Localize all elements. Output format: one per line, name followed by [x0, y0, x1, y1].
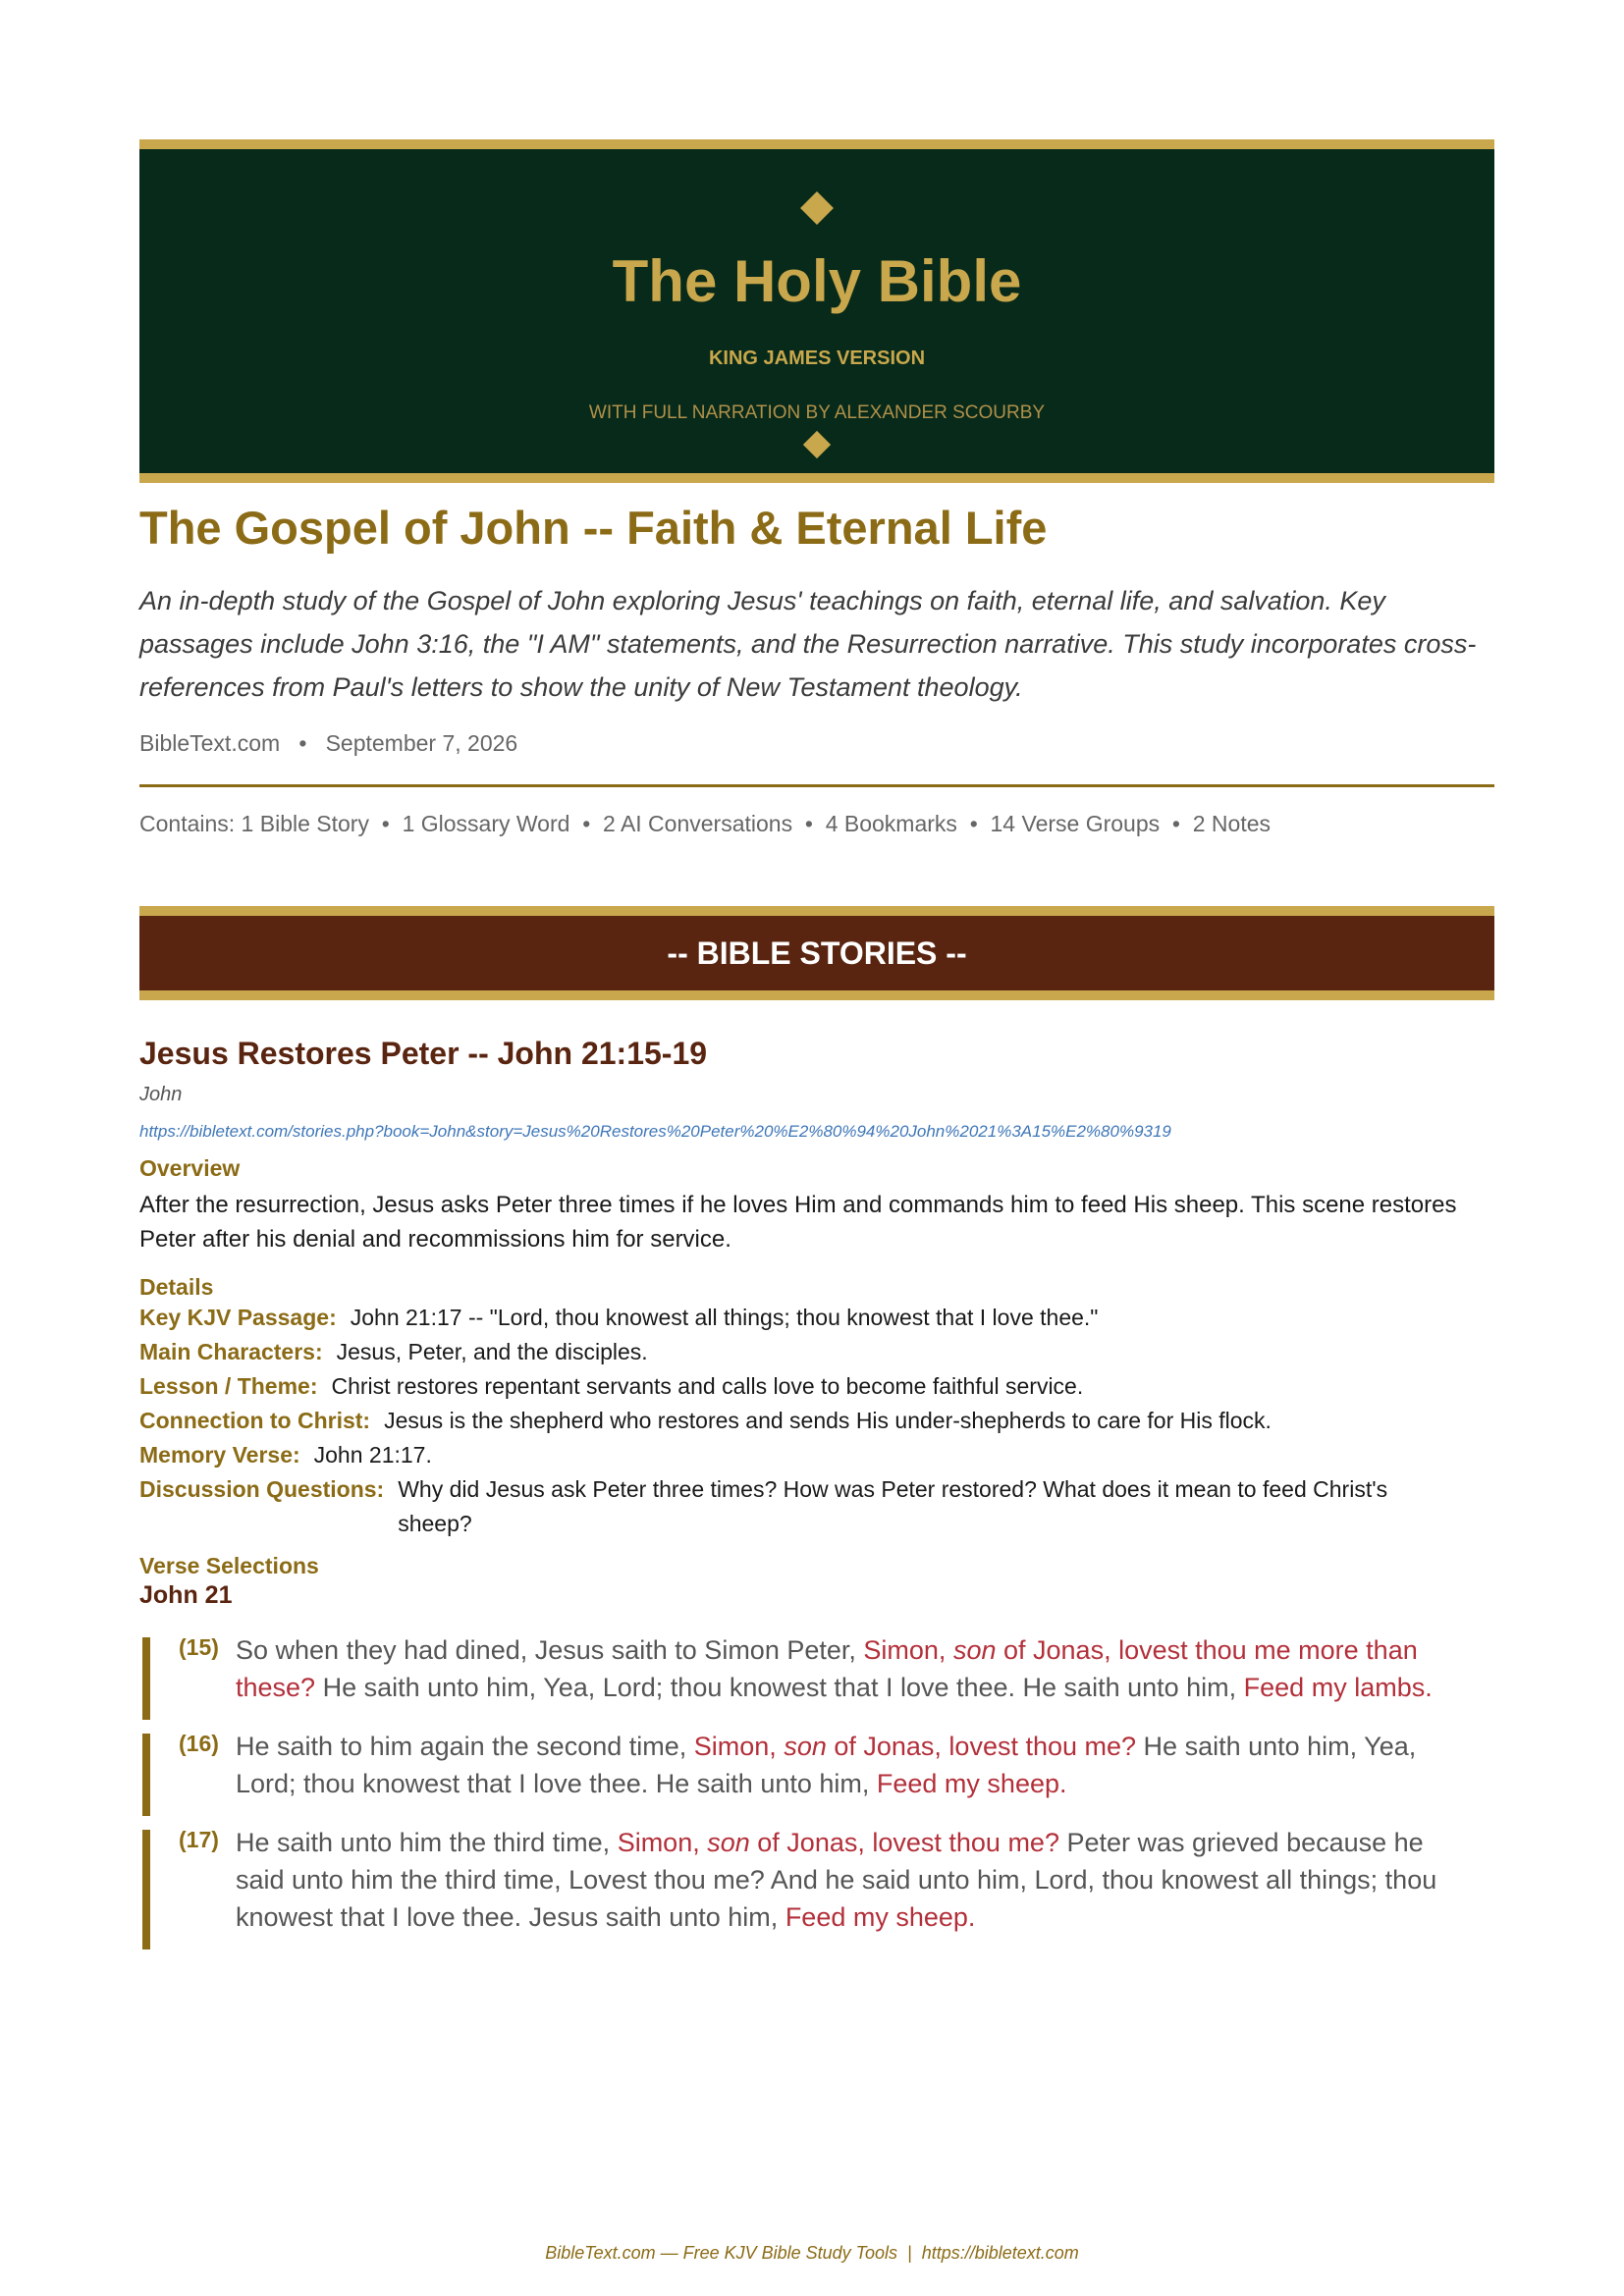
- document-title: The Gospel of John -- Faith & Eternal Life: [139, 502, 1048, 554]
- overview-label: Overview: [139, 1155, 241, 1182]
- verse-text-segment: He saith unto him the third time,: [236, 1828, 618, 1858]
- overview-text: After the resurrection, Jesus asks Peter three times if he loves Him and commands him to feed His sheep. This scene restores Peter after his denial and recommissions him for service.: [139, 1192, 1457, 1254]
- chapter-heading: John 21: [139, 1581, 233, 1610]
- words-of-christ: of Jonas, lovest thou me more than these?: [236, 1635, 1418, 1703]
- detail-row: [139, 1369, 1494, 1404]
- banner-title: The Holy Bible: [612, 248, 1022, 314]
- document-description: An in-depth study of the Gospel of John exploring Jesus' teachings on faith, eternal life, and salvation. Key passages include John 3:16, the "I AM" statements, and the Resurrection narrative. This study incorporates cross-references from Paul's letters to show the unity of New Testament theology.: [139, 586, 1477, 703]
- detail-key: Main Characters:: [139, 1339, 323, 1365]
- story-title: Jesus Restores Peter -- John 21:15-19: [139, 1036, 708, 1072]
- verse-number: (15): [179, 1634, 219, 1661]
- verse-text: [236, 1631, 1475, 1706]
- verse-text-segment: He saith unto him, Yea, Lord; thou knowest that I love thee. He saith unto him,: [236, 1732, 1417, 1799]
- verse-text: [236, 1824, 1475, 1936]
- page-footer: BibleText.com — Free KJV Bible Study Tools | https://bibletext.com: [545, 2243, 1079, 2263]
- story-book: John: [139, 1084, 183, 1106]
- diamond-ornament-icon: [800, 191, 834, 225]
- document-page: [139, 139, 1494, 1936]
- verse-block: [139, 1824, 1494, 1936]
- words-of-christ: Simon,: [617, 1828, 708, 1858]
- verse-block: [139, 1631, 1494, 1706]
- words-of-christ: son: [784, 1732, 827, 1762]
- words-of-christ: Feed my lambs.: [1243, 1673, 1433, 1703]
- words-of-christ: son: [952, 1635, 997, 1666]
- words-of-christ: Simon,: [693, 1732, 785, 1762]
- verse-text: [236, 1728, 1475, 1802]
- verse-block: [139, 1728, 1494, 1802]
- detail-key: Discussion Questions:: [139, 1476, 385, 1503]
- verse-number: (16): [179, 1731, 219, 1757]
- document-source: BibleText.com: [139, 730, 281, 757]
- verse-bar: [142, 1734, 150, 1816]
- detail-key: Key KJV Passage:: [139, 1305, 337, 1331]
- title-banner: [139, 139, 1494, 483]
- detail-key: Lesson / Theme:: [139, 1373, 318, 1400]
- story-link[interactable]: https://bibletext.com/stories.php?book=John&story=Jesus%20Restores%20Peter%20%E2%80%94%20John%2021%3A15%E2%80%9319: [139, 1122, 1171, 1142]
- verse-text-segment: He saith to him again the second time,: [236, 1732, 694, 1762]
- verse-text-segment: Peter was grieved because he said unto him the third time, Lovest thou me? And he said unto him, Lord, thou knowest all things; thou knowest that I love thee. Jesus saith unto him,: [236, 1828, 1437, 1933]
- detail-value: Jesus, Peter, and the disciples.: [336, 1339, 648, 1365]
- detail-row: [139, 1438, 1494, 1472]
- detail-row: [139, 1301, 1494, 1335]
- diamond-ornament-icon: [803, 431, 831, 458]
- meta-separator: •: [286, 730, 320, 757]
- details-label: Details: [139, 1274, 214, 1301]
- verse-text-segment: He saith unto him, Yea, Lord; thou knowest that I love thee. He saith unto him,: [315, 1673, 1244, 1703]
- detail-row: [139, 1404, 1494, 1438]
- words-of-christ: Feed my sheep.: [785, 1902, 976, 1933]
- contents-summary: Contains: 1 Bible Story • 1 Glossary Word • 2 AI Conversations • 4 Bookmarks • 14 Verse Groups • 2 Notes: [139, 811, 1271, 837]
- detail-value: Jesus is the shepherd who restores and sends His under-shepherds to care for His flock.: [384, 1408, 1272, 1434]
- words-of-christ: Simon,: [863, 1635, 953, 1666]
- verse-bar: [142, 1637, 150, 1720]
- words-of-christ: of Jonas, lovest thou me?: [749, 1828, 1059, 1858]
- document-date: September 7, 2026: [325, 730, 518, 757]
- verse-bar: [142, 1830, 150, 1949]
- detail-key: Memory Verse:: [139, 1442, 300, 1468]
- detail-value: Why did Jesus ask Peter three times? How was Peter restored? What does it mean to feed Christ's sheep?: [398, 1476, 1388, 1537]
- banner-narration: WITH FULL NARRATION BY ALEXANDER SCOURBY: [588, 402, 1046, 423]
- words-of-christ: Feed my sheep.: [876, 1769, 1067, 1799]
- section-title: -- BIBLE STORIES --: [667, 934, 967, 971]
- document-meta: [139, 730, 1494, 757]
- verse-number: (17): [179, 1827, 219, 1853]
- detail-value: John 21:17 -- "Lord, thou knowest all things; thou knowest that I love thee.": [350, 1305, 1099, 1331]
- detail-value: Christ restores repentant servants and calls love to become faithful service.: [331, 1373, 1084, 1400]
- section-header: [139, 906, 1494, 1000]
- detail-value: John 21:17.: [313, 1442, 432, 1468]
- banner-subtitle: KING JAMES VERSION: [708, 347, 926, 369]
- words-of-christ: son: [707, 1828, 750, 1858]
- verse-list: [139, 1631, 1494, 1936]
- words-of-christ: of Jonas, lovest thou me?: [826, 1732, 1137, 1762]
- detail-key: Connection to Christ:: [139, 1408, 371, 1434]
- divider: [139, 784, 1494, 787]
- detail-row: [139, 1335, 1494, 1369]
- verse-text-segment: So when they had dined, Jesus saith to Simon Peter,: [236, 1635, 864, 1666]
- details-list: [139, 1301, 1494, 1541]
- verse-selections-label: Verse Selections: [139, 1553, 319, 1579]
- detail-row: [139, 1472, 1494, 1541]
